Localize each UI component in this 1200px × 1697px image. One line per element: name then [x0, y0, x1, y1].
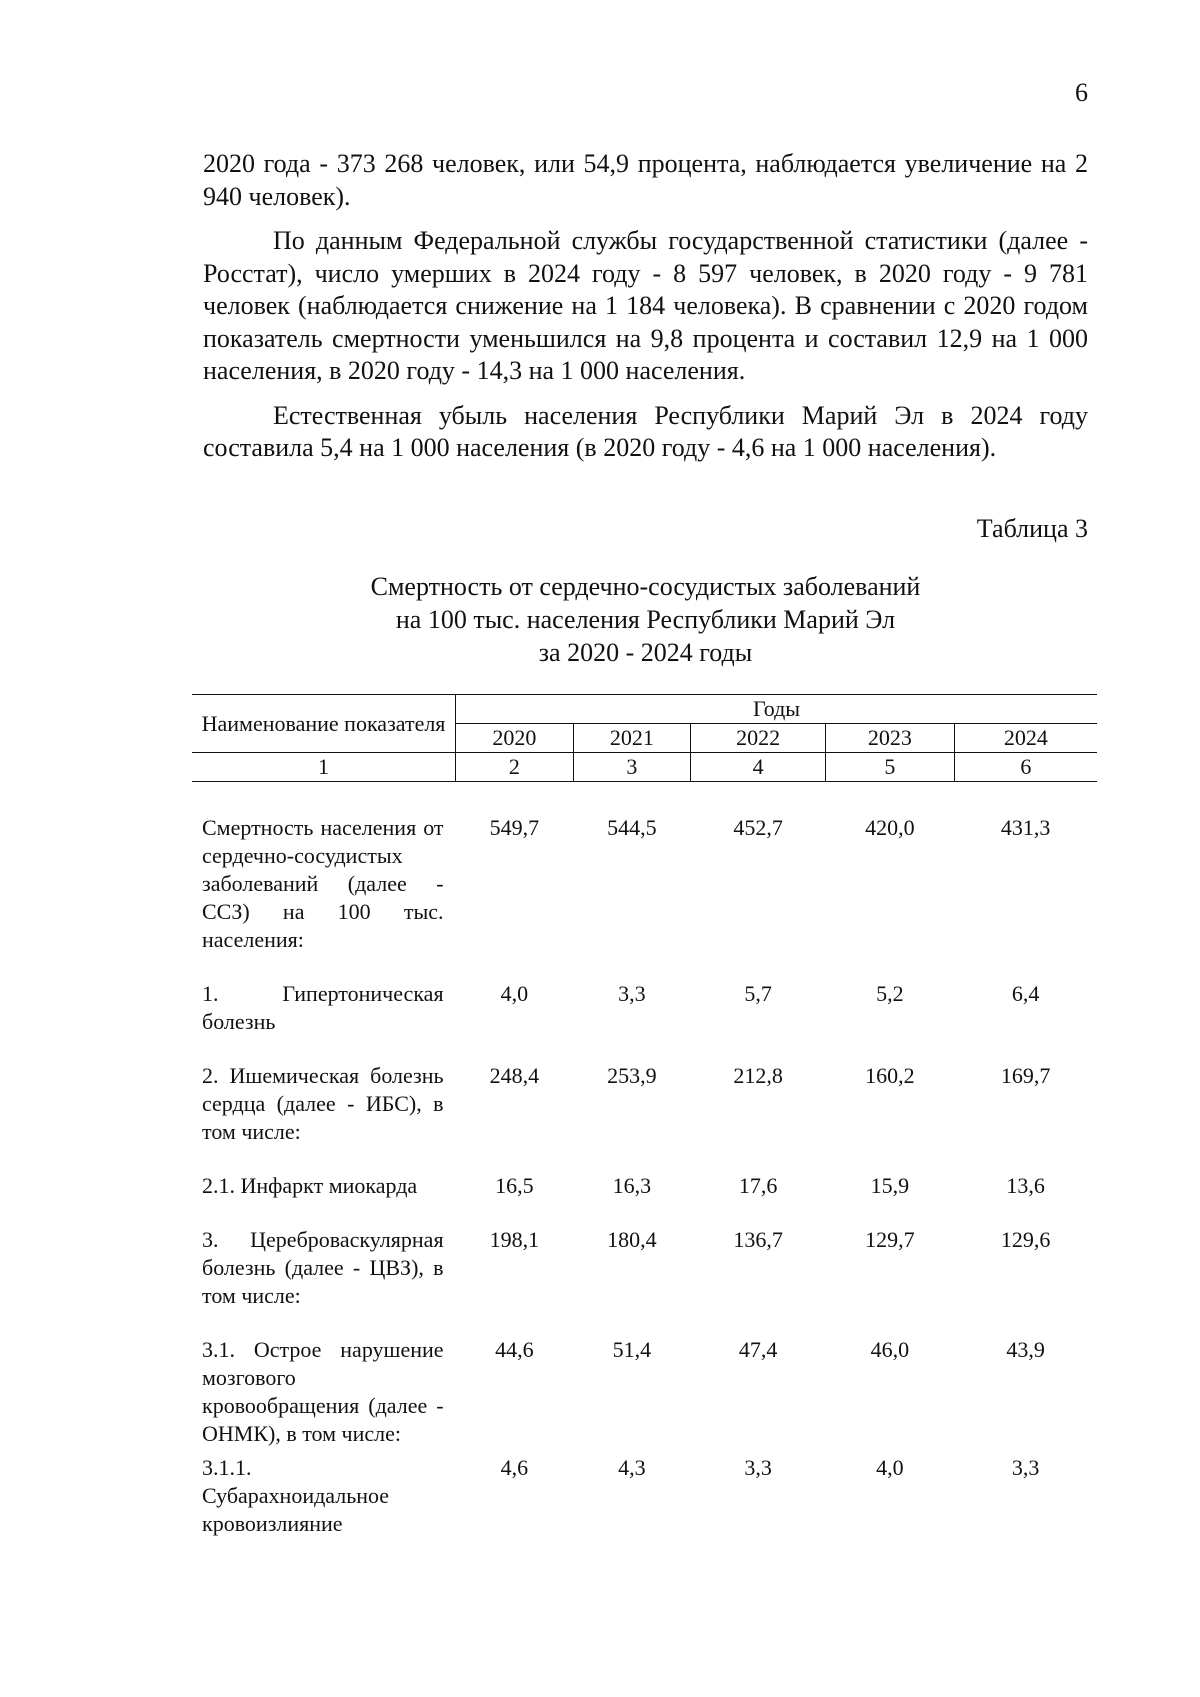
table-title [203, 570, 1088, 669]
row-value: 431,3 [1000, 815, 1051, 840]
row-value: 4,3 [618, 1455, 646, 1480]
row-value: 4,0 [500, 981, 529, 1006]
row-value: 16,5 [495, 1173, 534, 1198]
table-title-line-3: за 2020 - 2024 годы [538, 638, 753, 667]
row-name: 3. Цереброваскулярная болезнь (далее - ЦВЗ), в том числе: [202, 1227, 444, 1308]
paragraph-continuation: 2020 года - 373 268 человек, или 54,9 процента, наблюдается увеличение на 2 940 человек). [203, 149, 1088, 211]
row-value: 16,3 [612, 1173, 652, 1198]
row-value: 198,1 [489, 1227, 540, 1252]
row-name: 3.1.1. Субарахноидальное кровоизлияние [202, 1455, 390, 1536]
row-value: 43,9 [1006, 1337, 1045, 1362]
row-value: 544,5 [607, 815, 657, 840]
row-value: 51,4 [612, 1337, 652, 1362]
row-value: 44,6 [495, 1337, 534, 1362]
header-year: 2021 [573, 724, 691, 753]
row-value: 549,7 [489, 815, 540, 840]
row-value: 420,0 [865, 815, 915, 840]
paragraph-rosstat: По данным Федеральной службы государственной статистики (далее - Росстат), число умерших в 2024 году - 8 597 человек, в 2020 году - 9 781 человек (наблюдается снижение на 1 184 человека). В сравнении с 2020 годом показатель смертности уменьшился на 9,8 процента и составил 12,9 на 1 000 населения, в 2020 году - 14,3 на 1 000 населения. [203, 226, 1088, 385]
table-row [192, 1062, 1097, 1172]
row-value: 136,7 [733, 1227, 783, 1252]
column-number: 6 [954, 753, 1097, 782]
row-value: 47,4 [738, 1337, 778, 1362]
row-value: 17,6 [738, 1173, 778, 1198]
row-value: 129,7 [865, 1227, 915, 1252]
row-value: 46,0 [870, 1337, 910, 1362]
header-year: 2022 [691, 724, 826, 753]
row-value: 13,6 [1006, 1173, 1045, 1198]
row-value: 169,7 [1000, 1063, 1051, 1088]
row-name: Смертность населения от сердечно-сосудистых заболеваний (далее - ССЗ) на 100 тыс. населения: [202, 815, 444, 952]
paragraph-natural-decline: Естественная убыль населения Республики Марий Эл в 2024 году составила 5,4 на 1 000 населения (в 2020 году - 4,6 на 1 000 населения). [203, 400, 1088, 462]
header-year: 2023 [826, 724, 954, 753]
column-number: 4 [691, 753, 826, 782]
header-year: 2020 [456, 724, 574, 753]
row-value: 5,2 [876, 981, 904, 1006]
table-row [192, 1172, 1097, 1226]
table-row [192, 1336, 1097, 1454]
row-value: 6,4 [1011, 981, 1040, 1006]
header-indicator-name: Наименование показателя [192, 695, 456, 753]
row-value: 248,4 [489, 1063, 540, 1088]
table-row [192, 980, 1097, 1062]
row-name: 2. Ишемическая болезнь сердца (далее - ИБС), в том числе: [202, 1063, 444, 1144]
row-value: 212,8 [733, 1063, 783, 1088]
row-value: 5,7 [744, 981, 772, 1006]
row-name: 2.1. Инфаркт миокарда [202, 1173, 418, 1198]
column-number: 1 [192, 753, 456, 782]
row-value: 3,3 [1011, 1455, 1040, 1480]
row-name: 3.1. Острое нарушение мозгового кровообращения (далее - ОНМК), в том числе: [202, 1337, 444, 1446]
row-value: 129,6 [1000, 1227, 1051, 1252]
table-label: Таблица 3 [976, 514, 1088, 543]
table-row [192, 1454, 1097, 1564]
column-number: 2 [456, 753, 574, 782]
column-number: 5 [826, 753, 954, 782]
column-number: 3 [573, 753, 691, 782]
row-value: 4,6 [500, 1455, 529, 1480]
row-value: 160,2 [865, 1063, 915, 1088]
row-value: 15,9 [870, 1173, 910, 1198]
header-years: Годы [456, 695, 1097, 724]
header-year: 2024 [954, 724, 1097, 753]
row-value: 3,3 [744, 1455, 772, 1480]
row-name: 1. Гипертоническая болезнь [202, 981, 444, 1034]
page-number: 6 [1075, 78, 1088, 107]
table-title-line-2: на 100 тыс. населения Республики Марий Эл [395, 605, 896, 634]
row-value: 253,9 [607, 1063, 657, 1088]
table-row [192, 1226, 1097, 1336]
table-row [192, 782, 1097, 981]
row-value: 180,4 [607, 1227, 657, 1252]
body-text [203, 148, 1088, 477]
row-value: 4,0 [876, 1455, 904, 1480]
table-title-line-1: Смертность от сердечно-сосудистых заболеваний [370, 572, 921, 601]
row-value: 452,7 [733, 815, 783, 840]
mortality-table [192, 694, 1097, 1564]
row-value: 3,3 [618, 981, 646, 1006]
